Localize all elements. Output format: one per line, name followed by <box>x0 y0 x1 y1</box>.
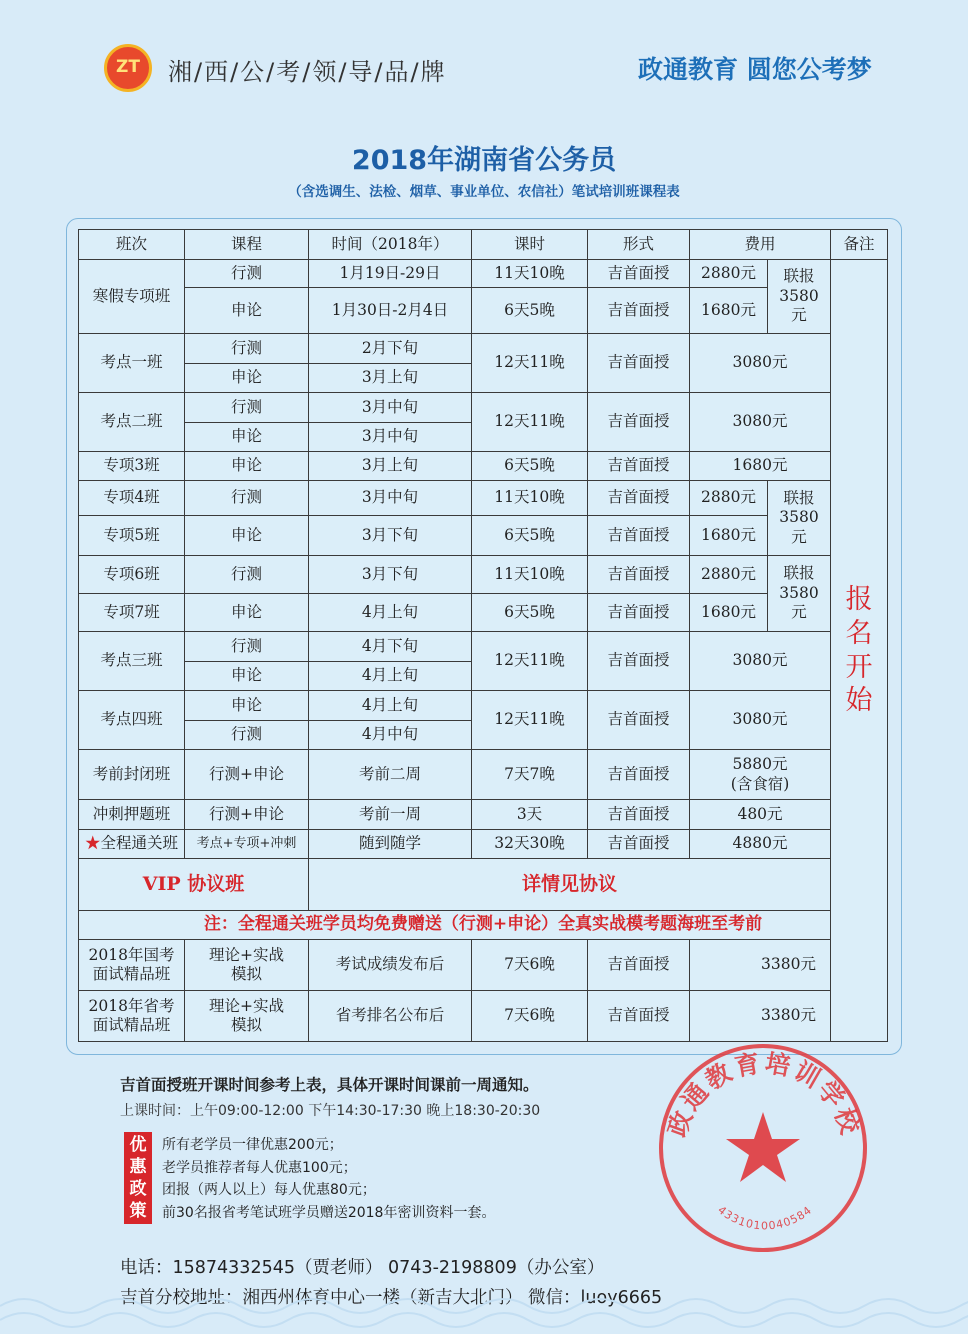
fee: 480元 <box>690 800 831 830</box>
format: 吉首面授 <box>588 516 690 556</box>
policy-tag <box>124 1132 152 1224</box>
combo-fee-text: 联报3580元 <box>779 564 819 622</box>
combo-fee <box>768 481 831 556</box>
format: 吉首面授 <box>588 334 690 393</box>
fee: 3380元 <box>690 940 888 991</box>
table-row <box>79 750 888 800</box>
class-name <box>79 940 185 991</box>
class-name <box>79 830 185 859</box>
fee: 2880元 <box>690 260 768 288</box>
vip-row <box>79 859 888 911</box>
class-name: 专项6班 <box>79 556 185 594</box>
class-name: 考点三班 <box>79 632 185 691</box>
seal-text: 政通教育培训学校 <box>662 1048 866 1141</box>
fee: 1680元 <box>690 594 768 632</box>
page-title: 2018年湖南省公务员 <box>351 145 617 176</box>
header-hours: 课时 <box>472 230 588 260</box>
class-name: 考点二班 <box>79 393 185 452</box>
table-row <box>79 393 888 423</box>
policy-list <box>162 1134 495 1224</box>
table-row <box>79 691 888 721</box>
course: 行测 <box>185 721 309 750</box>
hours: 7天6晚 <box>472 991 588 1042</box>
class-name-text: 2018年国考面试精品班 <box>88 945 175 983</box>
fee-note: (含食宿) <box>730 774 790 793</box>
hours: 3天 <box>472 800 588 830</box>
logo-text: ZT <box>116 57 140 77</box>
format: 吉首面授 <box>588 481 690 516</box>
format: 吉首面授 <box>588 393 690 452</box>
course: 申论 <box>185 662 309 691</box>
course: 行测 <box>185 481 309 516</box>
svg-text:4331010040584 <box>715 1203 814 1232</box>
hours: 12天11晚 <box>472 691 588 750</box>
format: 吉首面授 <box>588 830 690 859</box>
format: 吉首面授 <box>588 288 690 334</box>
header-remark: 备注 <box>831 230 888 260</box>
time: 3月上旬 <box>309 364 472 393</box>
fee: 3080元 <box>690 632 831 691</box>
table-row <box>79 452 888 481</box>
fee: 3080元 <box>690 393 831 452</box>
fee: 3080元 <box>690 691 831 750</box>
course <box>185 940 309 991</box>
format: 吉首面授 <box>588 940 690 991</box>
table-header-row <box>79 230 888 260</box>
schedule-notice: 吉首面授班开课时间参考上表，具体开课时间课前一周通知。 <box>120 1076 539 1094</box>
course: 行测+申论 <box>185 750 309 800</box>
slogan-left: 湘/西/公/考/领/导/品/牌 <box>168 58 447 86</box>
hours: 6天5晚 <box>472 288 588 334</box>
course: 行测 <box>185 334 309 364</box>
hours: 7天6晚 <box>472 940 588 991</box>
contact-phone: 电话：15874332545（贾老师） 0743-2198809（办公室） <box>120 1258 605 1278</box>
free-gift-note: 注：全程通关班学员均免费赠送（行测+申论）全真实战模考题海班至考前 <box>79 911 888 940</box>
course: 申论 <box>185 516 309 556</box>
time: 4月中旬 <box>309 721 472 750</box>
combo-fee-text: 联报3580元 <box>779 488 819 546</box>
time: 4月上旬 <box>309 594 472 632</box>
class-name: 寒假专项班 <box>79 260 185 334</box>
header-class: 班次 <box>79 230 185 260</box>
fee: 2880元 <box>690 481 768 516</box>
table-row <box>79 556 888 594</box>
course <box>185 991 309 1042</box>
course: 考点+专项+冲刺 <box>185 830 309 859</box>
table-row <box>79 830 888 859</box>
hours: 6天5晚 <box>472 452 588 481</box>
time: 1月30日-2月4日 <box>309 288 472 334</box>
note-row <box>79 911 888 940</box>
class-name: 专项7班 <box>79 594 185 632</box>
class-name: 专项5班 <box>79 516 185 556</box>
wave-decoration <box>0 1284 968 1334</box>
format: 吉首面授 <box>588 991 690 1042</box>
fee <box>690 750 831 800</box>
time: 3月中旬 <box>309 423 472 452</box>
format: 吉首面授 <box>588 594 690 632</box>
table-row <box>79 334 888 364</box>
hours: 6天5晚 <box>472 594 588 632</box>
logo <box>104 44 152 92</box>
hours: 12天11晚 <box>472 632 588 691</box>
fee: 3080元 <box>690 334 831 393</box>
fee: 4880元 <box>690 830 831 859</box>
time: 2月下旬 <box>309 334 472 364</box>
format: 吉首面授 <box>588 452 690 481</box>
policy-tag-text: 优惠政策 <box>129 1135 147 1221</box>
address: 吉首分校地址：湘西州体育中心一楼（新吉大北门） 微信：luoy6665 <box>120 1288 663 1308</box>
fee: 2880元 <box>690 556 768 594</box>
class-name: 考点一班 <box>79 334 185 393</box>
table-row <box>79 800 888 830</box>
vip-detail: 详情见协议 <box>309 859 831 911</box>
vip-label <box>79 859 309 911</box>
format: 吉首面授 <box>588 556 690 594</box>
time: 考前二周 <box>309 750 472 800</box>
course-text: 理论+实战模拟 <box>209 945 284 983</box>
hours: 12天11晚 <box>472 393 588 452</box>
hours: 11天10晚 <box>472 556 588 594</box>
course: 申论 <box>185 423 309 452</box>
course: 行测 <box>185 556 309 594</box>
hours: 32天30晚 <box>472 830 588 859</box>
time: 省考排名公布后 <box>309 991 472 1042</box>
combo-fee <box>768 556 831 632</box>
hours: 6天5晚 <box>472 516 588 556</box>
slogan-right: 政通教育 圆您公考梦 <box>638 55 872 84</box>
fee: 1680元 <box>690 452 831 481</box>
time: 3月中旬 <box>309 481 472 516</box>
star-icon: ★ <box>84 834 101 853</box>
table-row <box>79 991 888 1042</box>
vip-label-text: VIP 协议班 <box>142 872 245 895</box>
hours: 11天10晚 <box>472 481 588 516</box>
class-name-text: 2018年省考面试精品班 <box>88 996 175 1034</box>
format: 吉首面授 <box>588 800 690 830</box>
header-course: 课程 <box>185 230 309 260</box>
course: 申论 <box>185 594 309 632</box>
time: 3月下旬 <box>309 556 472 594</box>
header <box>0 0 968 110</box>
fee-amount: 5880元 <box>732 755 788 774</box>
enroll-note-text: 报名开始 <box>845 584 873 717</box>
star-icon <box>726 1112 800 1182</box>
page-subtitle: （含选调生、法检、烟草、事业单位、农信社）笔试培训班课程表 <box>288 184 680 200</box>
time: 4月上旬 <box>309 662 472 691</box>
fee: 1680元 <box>690 288 768 334</box>
policy-item: 团报（两人以上）每人优惠80元； <box>162 1182 376 1198</box>
class-name: 考点四班 <box>79 691 185 750</box>
table-row <box>79 632 888 662</box>
time: 1月19日-29日 <box>309 260 472 288</box>
class-name <box>79 991 185 1042</box>
header-format: 形式 <box>588 230 690 260</box>
fee: 3380元 <box>690 991 888 1042</box>
school-seal <box>655 1040 871 1256</box>
class-name: 考前封闭班 <box>79 750 185 800</box>
combo-fee <box>768 260 831 334</box>
course: 行测 <box>185 260 309 288</box>
fee: 1680元 <box>690 516 768 556</box>
policy-item: 前30名报省考笔试班学员赠送2018年密训资料一套。 <box>162 1204 496 1221</box>
course: 申论 <box>185 452 309 481</box>
class-name-text: 全程通关班 <box>100 834 179 853</box>
format: 吉首面授 <box>588 750 690 800</box>
policy-item: 所有老学员一律优惠200元； <box>162 1137 343 1153</box>
combo-fee-text: 联报3580元 <box>779 267 819 325</box>
time: 4月下旬 <box>309 632 472 662</box>
policy-item: 老学员推荐者每人优惠100元； <box>162 1159 357 1176</box>
table-row <box>79 516 888 556</box>
class-name: 专项4班 <box>79 481 185 516</box>
header-fee: 费用 <box>690 230 831 260</box>
format: 吉首面授 <box>588 260 690 288</box>
class-name: 冲刺押题班 <box>79 800 185 830</box>
schedule-table <box>78 229 888 1042</box>
time: 3月下旬 <box>309 516 472 556</box>
course: 申论 <box>185 691 309 721</box>
course-text: 理论+实战模拟 <box>209 996 284 1034</box>
format: 吉首面授 <box>588 632 690 691</box>
course: 行测 <box>185 632 309 662</box>
course: 行测 <box>185 393 309 423</box>
class-hours: 上课时间：上午09:00-12:00 下午14:30-17:30 晚上18:30-20:30 <box>120 1103 541 1119</box>
hours: 7天7晚 <box>472 750 588 800</box>
time: 随到随学 <box>309 830 472 859</box>
hours: 11天10晚 <box>472 260 588 288</box>
table-row <box>79 260 888 288</box>
table-row <box>79 594 888 632</box>
seal-number: 4331010040584 <box>715 1203 815 1233</box>
time: 考前一周 <box>309 800 472 830</box>
time: 考试成绩发布后 <box>309 940 472 991</box>
table-row <box>79 288 888 334</box>
course: 申论 <box>185 364 309 393</box>
table-row <box>79 481 888 516</box>
time: 3月中旬 <box>309 393 472 423</box>
time: 4月上旬 <box>309 691 472 721</box>
hours: 12天11晚 <box>472 334 588 393</box>
table-row <box>79 940 888 991</box>
header-time: 时间（2018年） <box>309 230 472 260</box>
course: 行测+申论 <box>185 800 309 830</box>
class-name: 专项3班 <box>79 452 185 481</box>
course: 申论 <box>185 288 309 334</box>
time: 3月上旬 <box>309 452 472 481</box>
format: 吉首面授 <box>588 691 690 750</box>
